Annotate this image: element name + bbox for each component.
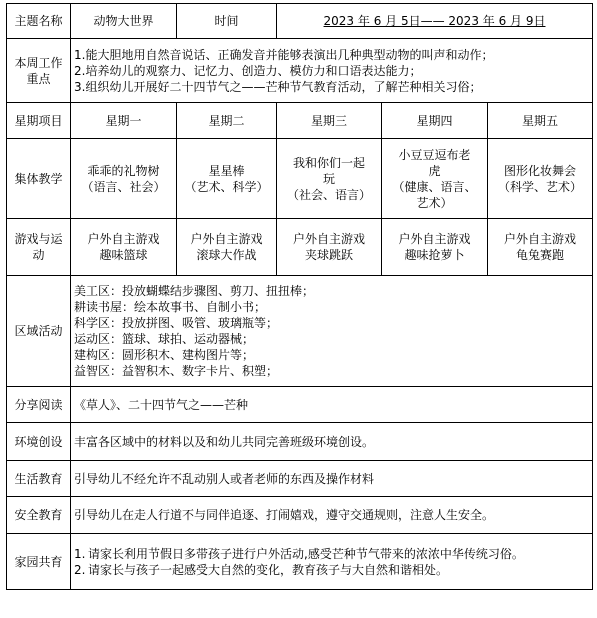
family-content [71,534,593,590]
group-monday: 乖乖的礼物树 （语言、社会） [71,139,177,219]
life-content: 引导幼儿不经允许不乱动别人或者老师的东西及操作材料 [71,461,593,497]
areas-label: 区域活动 [7,276,71,387]
environment-row [7,423,593,461]
group-tuesday: 星星棒 （艺术、科学） [177,139,277,219]
group-teaching-row [7,139,593,219]
area-item: 运动区：篮球、球拍、运动器械； [74,332,255,346]
week-row [7,103,593,139]
focus-item: 2.培养幼儿的观察力、记忆力、创造力、模仿力和口语表达能力； [74,63,422,78]
week-label: 星期项目 [7,103,71,139]
area-item: 美工区：投放蝴蝶结步骤图、剪刀、扭扭棒； [74,284,315,298]
family-label: 家园共育 [7,534,71,590]
time-label: 时间 [177,4,277,39]
day-friday: 星期五 [488,103,593,139]
area-item: 建构区：圆形积木、建构图片等； [74,348,255,362]
reading-row [7,387,593,423]
games-thursday: 户外自主游戏 趣味抢萝卜 [382,219,488,276]
day-wednesday: 星期三 [277,103,382,139]
group-teaching-label: 集体教学 [7,139,71,219]
group-friday: 图形化妆舞会 （科学、艺术） [488,139,593,219]
games-monday: 户外自主游戏 趣味篮球 [71,219,177,276]
area-item: 科学区：投放拼图、吸管、玻璃瓶等； [74,316,279,330]
family-item: 1. 请家长利用节假日多带孩子进行户外活动,感受芒种节气带来的浓浓中华传统习俗。 [74,546,524,561]
group-thursday: 小豆豆逗布老 虎 （健康、语言、 艺术） [382,139,488,219]
focus-label: 本周工作重点 [7,39,71,103]
weekly-plan-table [6,3,593,590]
areas-content [71,276,593,387]
day-monday: 星期一 [71,103,177,139]
safety-content: 引导幼儿在走人行道不与同伴追逐、打闹嬉戏，遵守交通规则，注意人生安全。 [71,497,593,534]
games-label: 游戏与运动 [7,219,71,276]
games-tuesday: 户外自主游戏 滚球大作战 [177,219,277,276]
family-item: 2. 请家长与孩子一起感受大自然的变化，教育孩子与大自然和谐相处。 [74,562,449,577]
life-label: 生活教育 [7,461,71,497]
life-row [7,461,593,497]
focus-row [7,39,593,103]
environment-label: 环境创设 [7,423,71,461]
focus-item: 3.组织幼儿开展好二十四节气之——芒种节气教育活动，了解芒种相关习俗； [74,79,482,94]
group-wednesday: 我和你们一起 玩 （社会、语言） [277,139,382,219]
focus-content [71,39,593,103]
family-row [7,534,593,590]
time-value: 2023 年 6 月 5日—— 2023 年 6 月 9日 [277,4,593,39]
environment-content: 丰富各区域中的材料以及和幼儿共同完善班级环境创设。 [71,423,593,461]
day-tuesday: 星期二 [177,103,277,139]
theme-name: 动物大世界 [71,4,177,39]
day-thursday: 星期四 [382,103,488,139]
areas-row [7,276,593,387]
safety-row [7,497,593,534]
games-wednesday: 户外自主游戏 夹球跳跃 [277,219,382,276]
games-row [7,219,593,276]
area-item: 耕读书屋：绘本故事书、自制小书； [74,300,267,314]
reading-label: 分享阅读 [7,387,71,423]
games-friday: 户外自主游戏 龟兔赛跑 [488,219,593,276]
theme-label: 主题名称 [7,4,71,39]
focus-item: 1.能大胆地用自然音说话、正确发音并能够表演出几种典型动物的叫声和动作； [74,47,494,62]
safety-label: 安全教育 [7,497,71,534]
area-item: 益智区：益智积木、数字卡片、积塑； [74,364,279,378]
reading-content: 《草人》、二十四节气之——芒种 [71,387,593,423]
theme-row [7,4,593,39]
